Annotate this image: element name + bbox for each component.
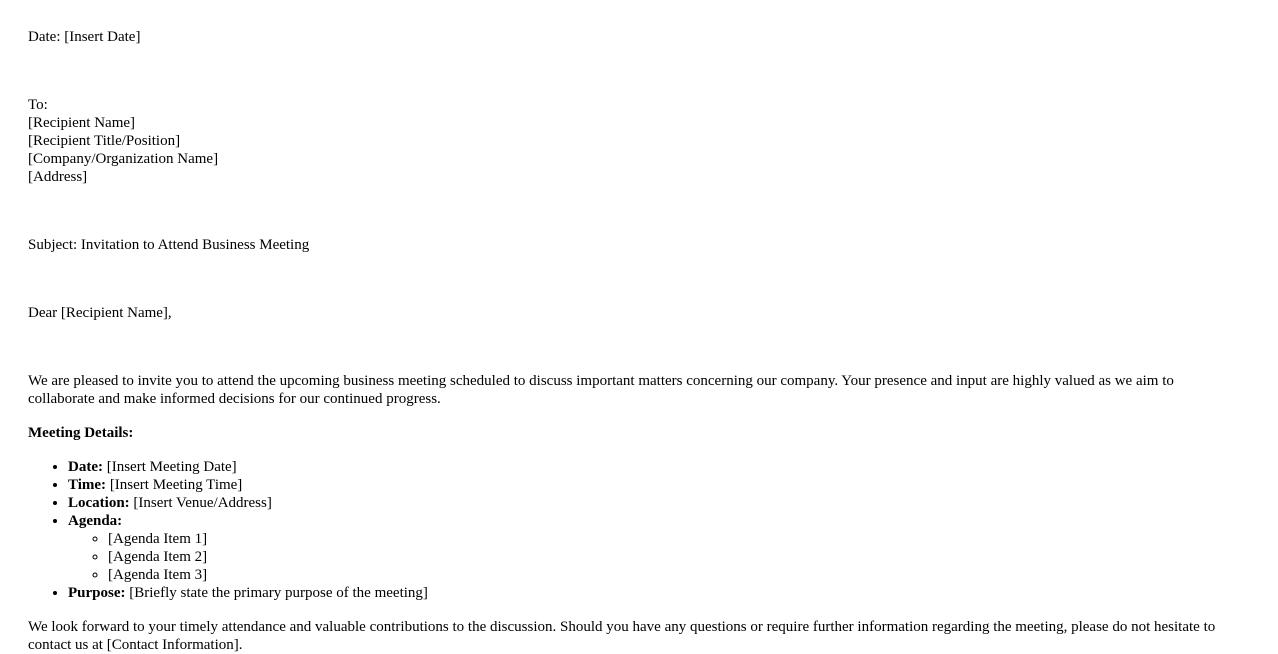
detail-purpose <box>68 584 1238 602</box>
subject-line: Subject: Invitation to Attend Business Meeting <box>28 237 310 253</box>
greeting: Dear [Recipient Name], <box>28 305 172 321</box>
detail-purpose-label: Purpose: <box>68 585 126 601</box>
detail-purpose-value: [Briefly state the primary purpose of the meeting] <box>125 585 428 601</box>
recipient-company: [Company/Organization Name] <box>28 151 219 167</box>
detail-date-label: Date: <box>68 459 103 475</box>
meeting-details-heading: Meeting Details: <box>28 425 134 441</box>
agenda-list <box>68 530 1238 584</box>
agenda-item: ◦ [Agenda Item 3] <box>108 566 1238 584</box>
recipient-block <box>28 96 1238 186</box>
recipient-address: [Address] <box>28 169 88 185</box>
recipient-title: [Recipient Title/Position] <box>28 133 181 149</box>
closing-paragraph: We look forward to your timely attendance and valuable contributions to the discussion. Should you have any questions or require further information regarding the meeting, please do not hesitate to contact us at [Contact Information]. <box>28 619 1216 653</box>
intro-paragraph: We are pleased to invite you to attend the upcoming business meeting scheduled to discuss important matters concerning our company. Your presence and input are highly valued as we aim to collaborate and make informed decisions for our continued progress. <box>28 373 1174 407</box>
detail-location <box>68 494 1238 512</box>
recipient-name: [Recipient Name] <box>28 115 136 131</box>
meeting-details-list <box>28 458 1238 602</box>
detail-time-value: [Insert Meeting Time] <box>106 477 243 493</box>
detail-time-label: Time: <box>68 477 107 493</box>
agenda-item: ◦ [Agenda Item 2] <box>108 548 1238 566</box>
date-line: Date: [Insert Date] <box>28 29 141 45</box>
detail-date-value: [Insert Meeting Date] <box>102 459 237 475</box>
to-label: To: <box>28 97 48 113</box>
detail-agenda-label: Agenda: <box>68 513 123 529</box>
detail-agenda <box>68 512 1238 584</box>
detail-location-label: Location: <box>68 495 130 511</box>
agenda-item: ◦ [Agenda Item 1] <box>108 530 1238 548</box>
detail-time <box>68 476 1238 494</box>
detail-location-value: [Insert Venue/Address] <box>129 495 272 511</box>
detail-date <box>68 458 1238 476</box>
